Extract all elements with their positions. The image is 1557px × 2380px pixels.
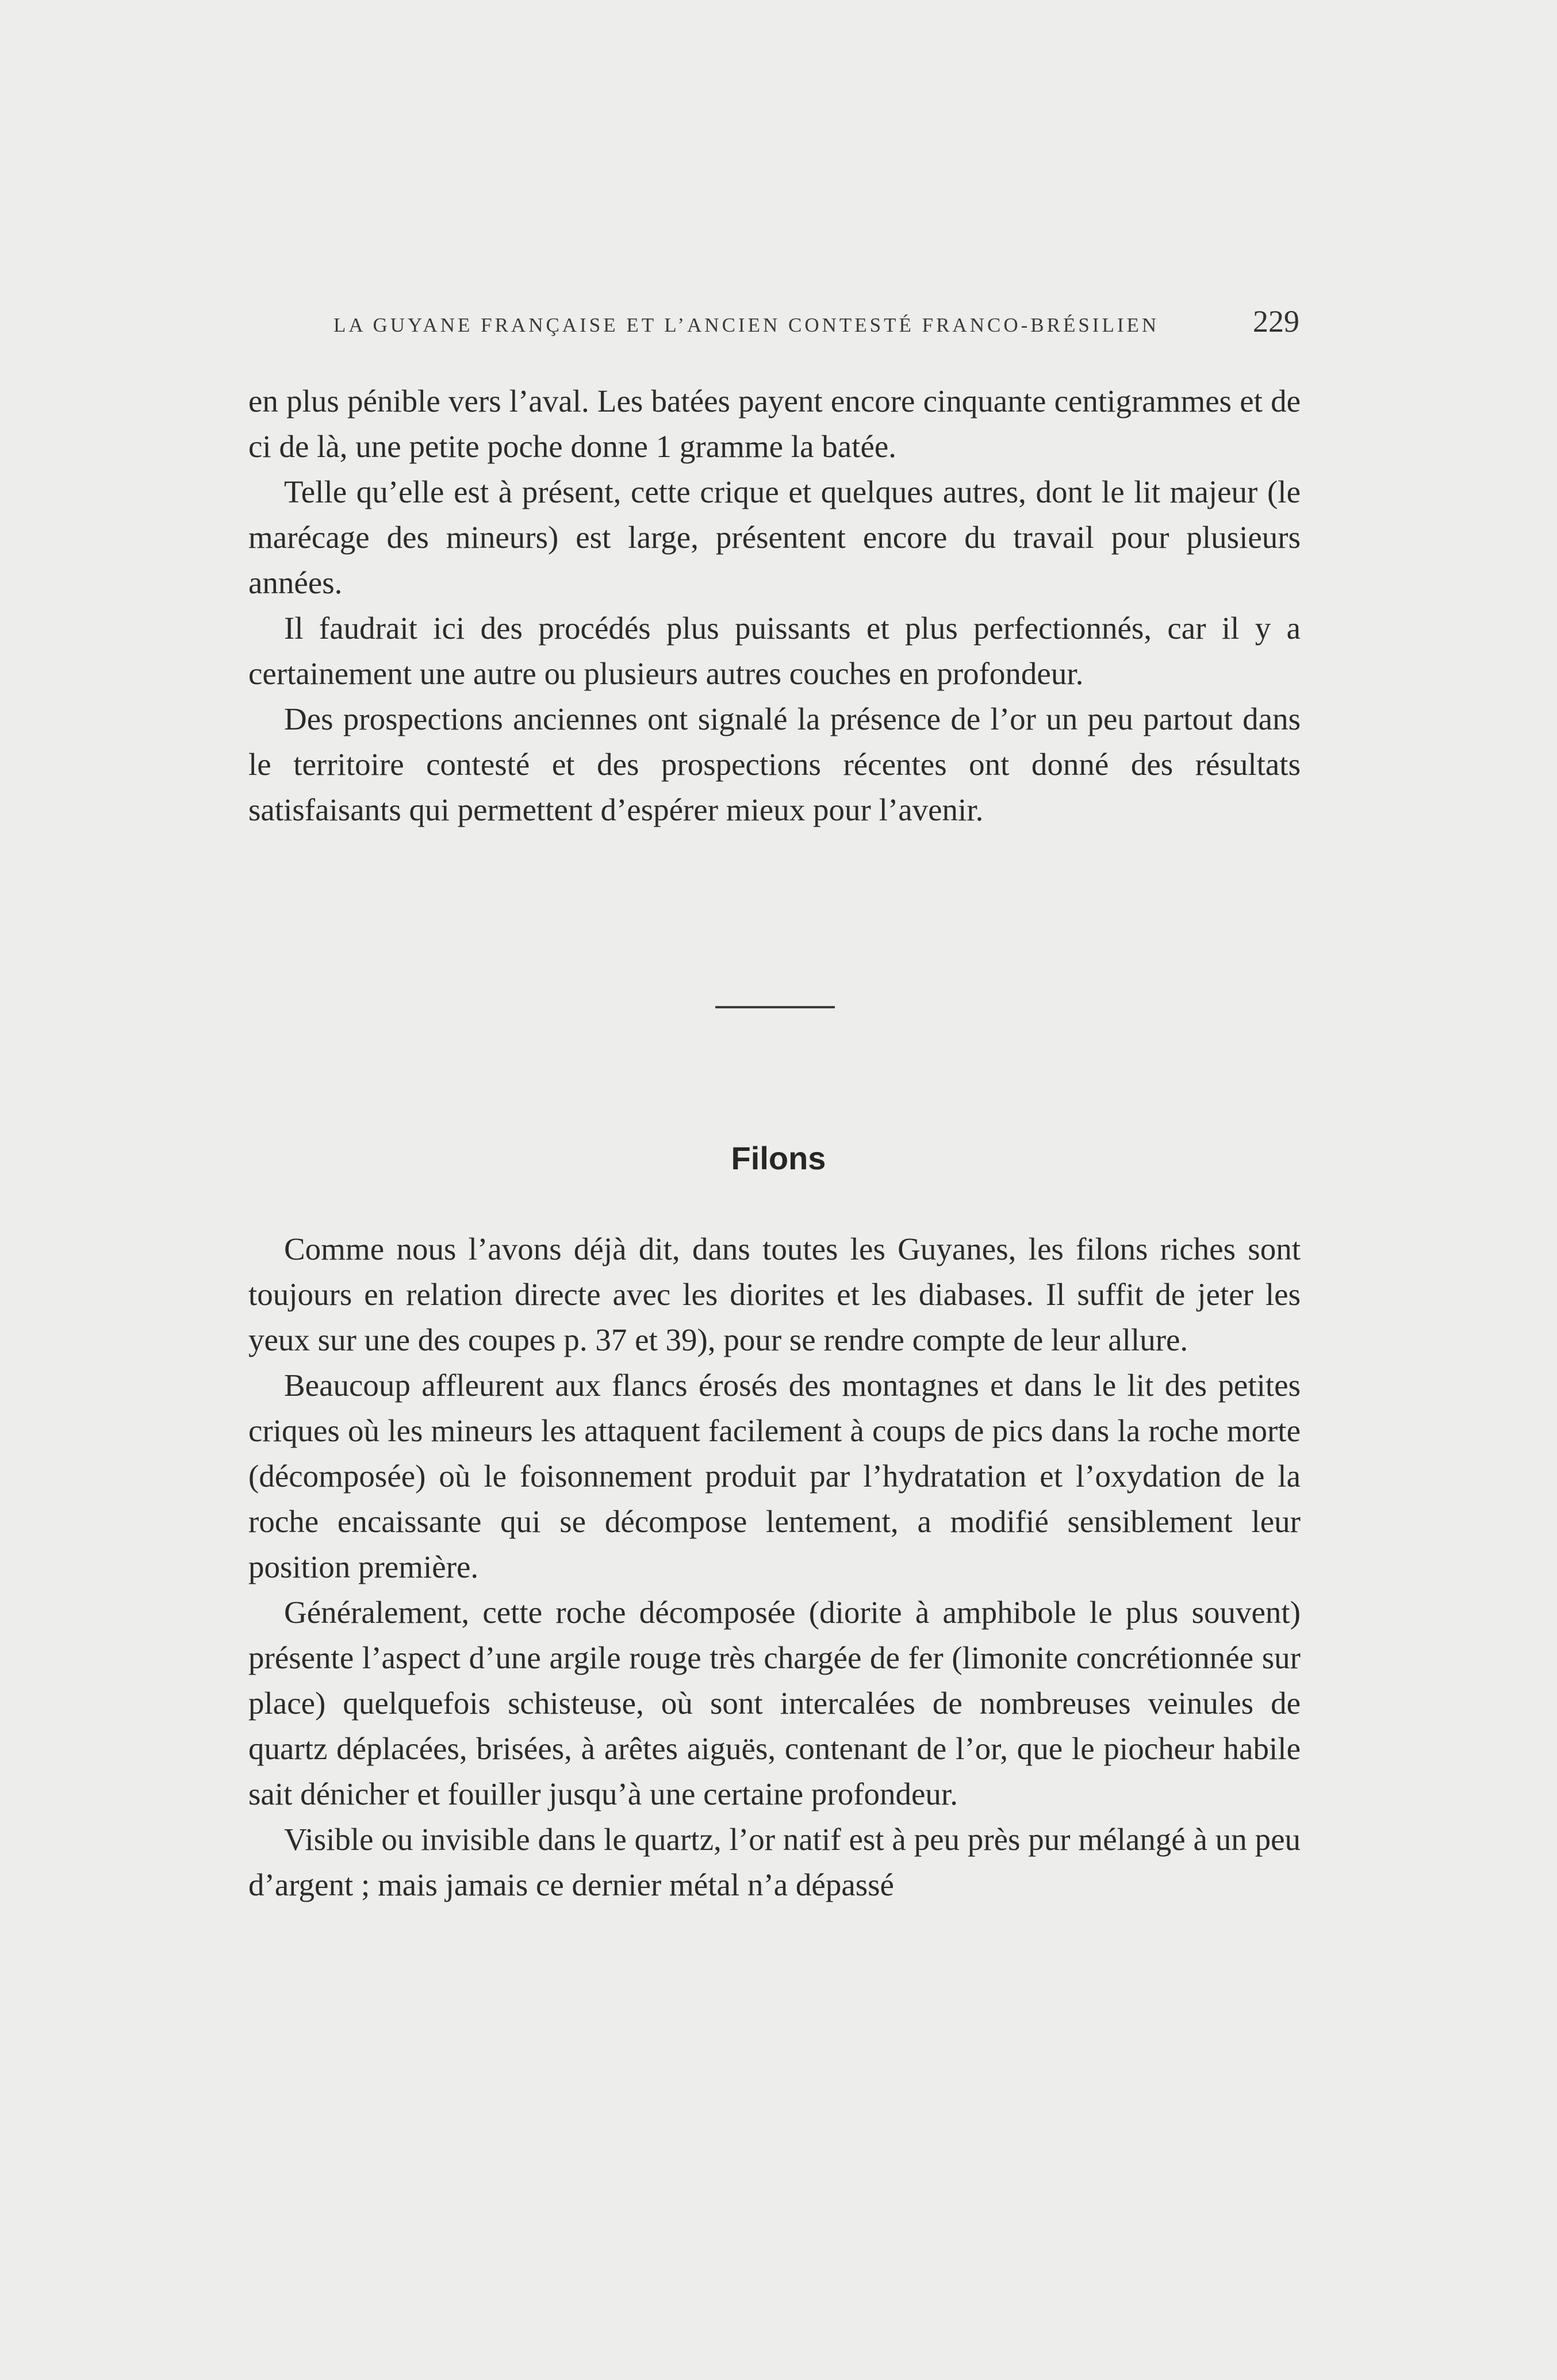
paragraph: Des prospections anciennes ont signalé la présence de l’or un peu partout dans le territoire contesté et des prospections récentes ont donné des résultats satisfaisants qui permettent d’espérer mieux pour l’avenir. bbox=[248, 701, 1301, 827]
paragraph: Il faudrait ici des procédés plus puissants et plus perfectionnés, car il y a certainement une autre ou plusieurs autres couches en profondeur. bbox=[248, 611, 1301, 691]
page-number: 229 bbox=[1253, 304, 1299, 339]
paragraph: Visible ou invisible dans le quartz, l’or natif est à peu près pur mélangé à un peu d’argent ; mais jamais ce dernier métal n’a dépassé bbox=[248, 1822, 1301, 1902]
running-head bbox=[333, 304, 1299, 338]
running-title: LA GUYANE FRANÇAISE ET L’ANCIEN CONTESTÉ FRANCO-BRÉSILIEN bbox=[333, 314, 1160, 336]
paragraph: en plus pénible vers l’aval. Les batées payent encore cinquante centigrammes et de ci de là, une petite poche donne 1 gramme la batée. bbox=[248, 383, 1301, 464]
text-block-lower bbox=[248, 1226, 1301, 1907]
paragraph: Comme nous l’avons déjà dit, dans toutes les Guyanes, les filons riches sont toujours en relation directe avec les diorites et les diabases. Il suffit de jeter les yeux sur une des coupes p. 37 et 39), pour se rendre compte de leur allure. bbox=[248, 1231, 1301, 1357]
section-title: Filons bbox=[731, 1140, 826, 1176]
paragraph: Telle qu’elle est à présent, cette crique et quelques autres, dont le lit majeur (le marécage des mineurs) est large, présentent encore du travail pour plusieurs années. bbox=[248, 474, 1301, 600]
paragraph: Beaucoup affleurent aux flancs érosés des montagnes et dans le lit des petites criques où les mineurs les attaquent facilement à coups de pics dans la roche morte (décomposée) où le foisonnement produit par l’hydratation et l’oxydation de la roche encaissante qui se décompose lentement, a modifié sensiblement leur position première. bbox=[248, 1368, 1301, 1584]
section-separator-rule bbox=[715, 1006, 835, 1008]
paragraph: Généralement, cette roche décomposée (diorite à amphibole le plus souvent) présente l’aspect d’une argile rouge très chargée de fer (limonite concrétionnée sur place) quelquefois schisteuse, où sont intercalées de nombreuses veinules de quartz déplacées, brisées, à arêtes aiguës, contenant de l’or, que le piocheur habile sait dénicher et fouiller jusqu’à une certaine profondeur. bbox=[248, 1595, 1301, 1811]
text-block-upper bbox=[248, 378, 1301, 832]
